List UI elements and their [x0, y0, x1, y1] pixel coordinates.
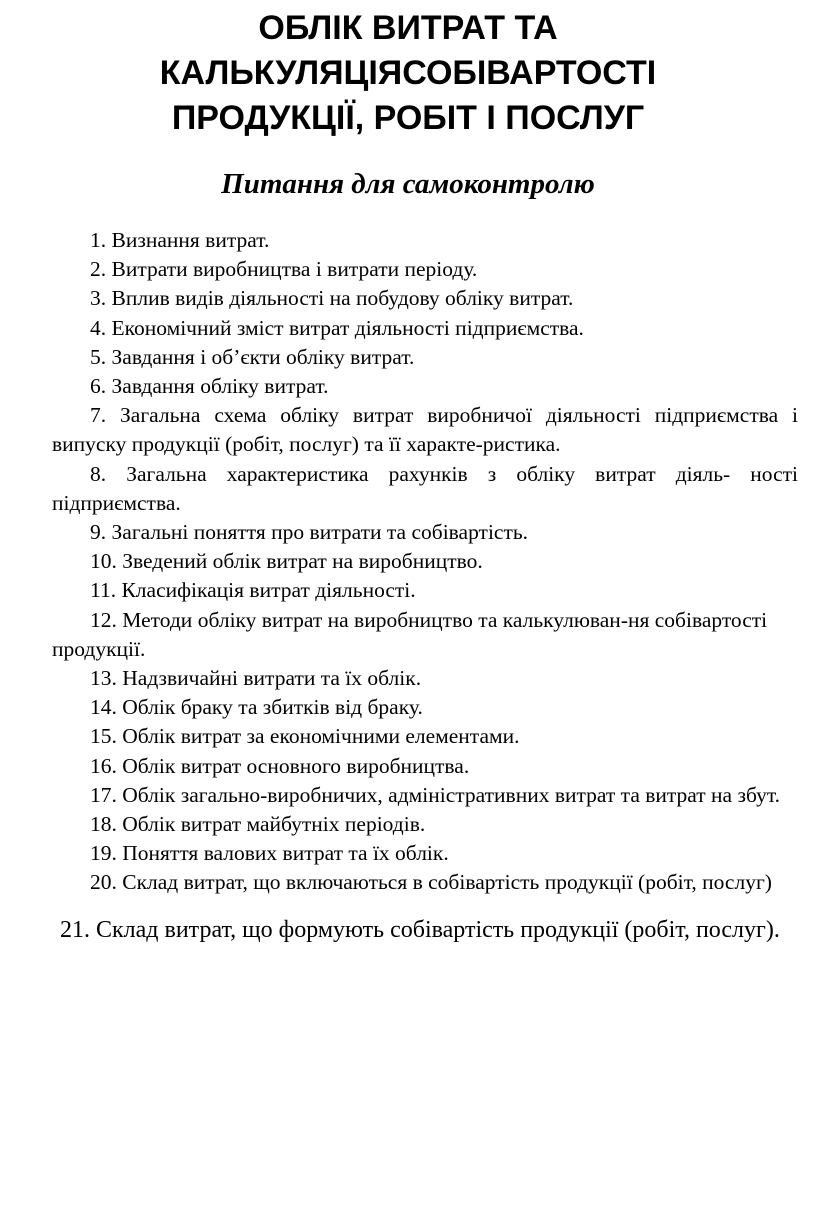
question-list — [52, 226, 798, 948]
question-item: 5. Завдання і об’єкти обліку витрат. — [90, 344, 415, 369]
question-item: 8. Загальна характеристика рахунків з обліку витрат діяль- ності підприємства. — [52, 461, 798, 515]
question-item: 14. Облік браку та збитків від браку. — [90, 695, 423, 720]
section-heading: Питання для самоконтролю — [221, 168, 595, 200]
question-item: 4. Економічний зміст витрат діяльності підприємства. — [90, 315, 584, 340]
question-item: 9. Загальні поняття про витрати та собівартість. — [90, 520, 529, 545]
question-item: 15. Облік витрат за економічними елементами. — [90, 724, 520, 749]
question-item: 21. Склад витрат, що формують собівартість продукції (робіт, послуг). — [60, 916, 780, 943]
question-item: 16. Облік витрат основного виробництва. — [90, 753, 470, 778]
question-item: 6. Завдання обліку витрат. — [90, 374, 329, 399]
question-item: 12. Методи обліку витрат на виробництво та калькулюван-ня собівартості продукції. — [52, 607, 768, 661]
title-line-3: ПРОДУКЦІЇ, РОБІТ І ПОСЛУГ — [171, 99, 645, 137]
question-item: 18. Облік витрат майбутніх періодів. — [90, 812, 426, 837]
title-line-2: КАЛЬКУЛЯЦІЯСОБІВАРТОСТІ — [159, 54, 657, 92]
question-item: 3. Вплив видів діяльності на побудову обліку витрат. — [90, 286, 574, 311]
question-item: 13. Надзвичайні витрати та їх облік. — [90, 666, 422, 691]
question-item: 17. Облік загально-виробничих, адміністративних витрат та витрат на збут. — [90, 782, 780, 807]
question-item: 11. Класифікація витрат діяльності. — [90, 578, 416, 603]
title-line-1: ОБЛІК ВИТРАТ ТА — [258, 9, 558, 47]
question-item: 10. Зведений облік витрат на виробництво. — [90, 549, 483, 574]
question-item: 2. Витрати виробництва і витрати періоду. — [90, 257, 478, 282]
question-item: 20. Склад витрат, що включаються в собівартість продукції (робіт, послуг) — [90, 870, 772, 895]
question-item: 19. Поняття валових витрат та їх облік. — [90, 841, 449, 866]
document-title — [40, 6, 776, 141]
question-item: 7. Загальна схема обліку витрат виробничої діяльності підприємства і випуску продукції (робіт, послуг) та її характе-ристика. — [52, 403, 798, 457]
question-item: 1. Визнання витрат. — [90, 228, 270, 252]
